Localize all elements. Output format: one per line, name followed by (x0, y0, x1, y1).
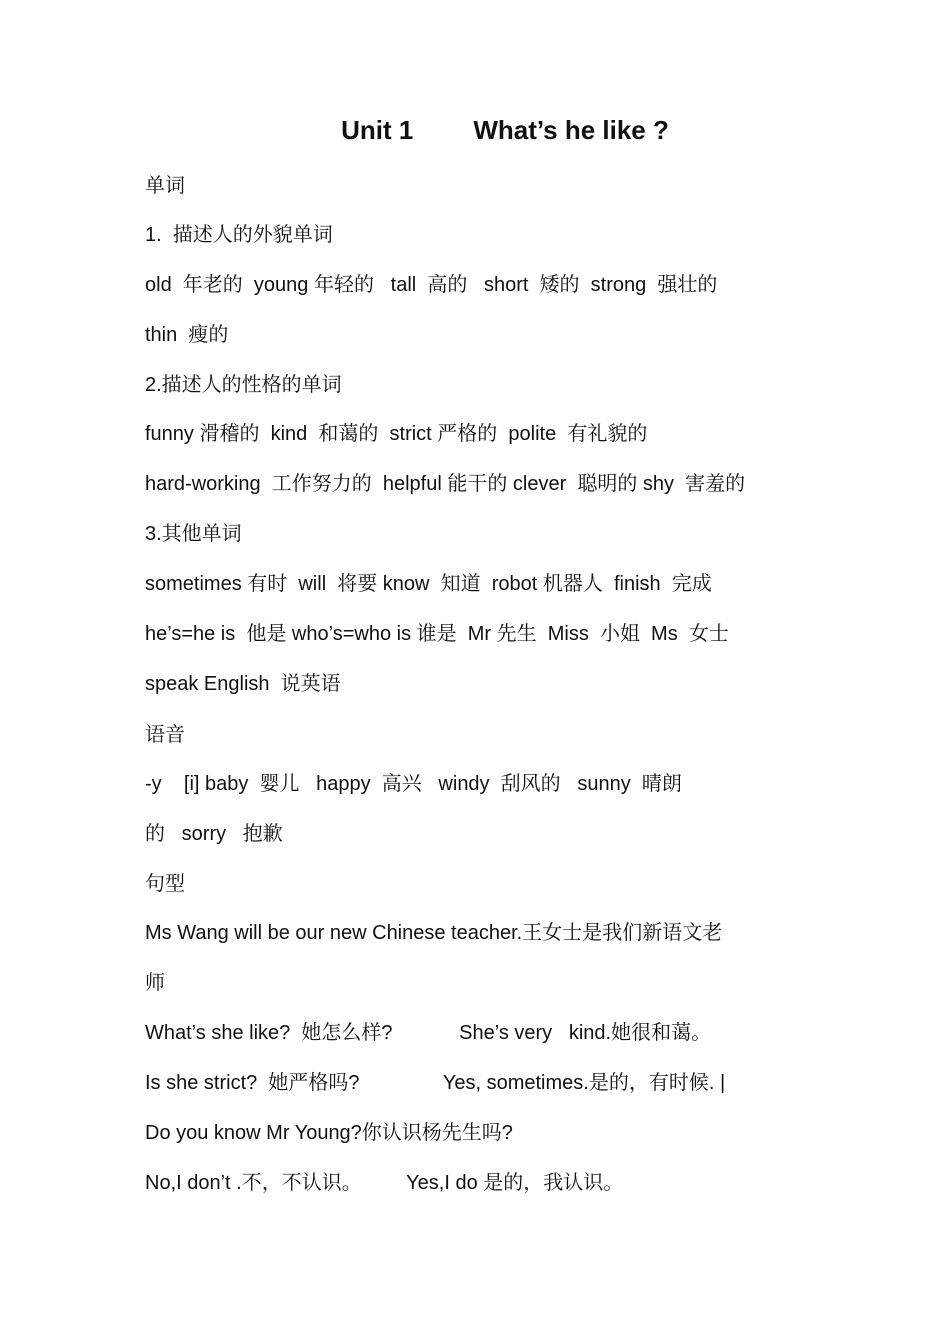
text-line: 的 sorry 抱歉 (145, 822, 283, 845)
text-line: speak English 说英语 (145, 672, 341, 695)
section-heading-vocabulary: 单词 (145, 173, 185, 197)
title-unit: Unit 1 (341, 115, 414, 145)
document-body (145, 168, 845, 1216)
text-line: funny 滑稽的 kind 和蔼的 strict 严格的 polite 有礼貌的 (145, 423, 648, 446)
page-title (0, 112, 950, 148)
text-line: What’s she like? 她怎么样? She’s very kind.她很和蔼。 (145, 1022, 712, 1045)
text-line: Is she strict? 她严格吗? Yes, sometimes.是的，有时候. | (145, 1072, 726, 1095)
text-line: old 年老的 young 年轻的 tall 高的 short 矮的 strong 强壮的 (145, 273, 718, 296)
subheading-appearance-words: 1. 描述人的外貌单词 (145, 223, 333, 246)
subheading-other-words: 3.其他单词 (145, 523, 242, 546)
title-question: What’s he like ? (473, 115, 669, 145)
text-line: hard-working 工作努力的 helpful 能干的 clever 聪明的 shy 害羞的 (145, 473, 746, 496)
section-heading-sentences: 句型 (145, 871, 185, 896)
text-line: Do you know Mr Young?你认识杨先生吗? (145, 1121, 513, 1144)
section-heading-phonics: 语音 (145, 721, 185, 746)
text-line: -y [i] baby 婴儿 happy 高兴 windy 刮风的 sunny 晴朗 (145, 772, 682, 795)
text-line: thin 瘦的 (145, 323, 229, 346)
text-line: sometimes 有时 will 将要 know 知道 robot 机器人 finish 完成 (145, 573, 712, 596)
text-line: Ms Wang will be our new Chinese teacher.王女士是我们新语文老 (145, 922, 723, 945)
text-line: 师 (145, 972, 165, 995)
text-line: No,I don’t .不，不认识。 Yes,I do 是的，我认识。 (145, 1171, 624, 1194)
subheading-personality-words: 2.描述人的性格的单词 (145, 373, 342, 396)
text-line: he’s=he is 他是 who’s=who is 谁是 Mr 先生 Miss 小姐 Ms 女士 (145, 623, 729, 646)
